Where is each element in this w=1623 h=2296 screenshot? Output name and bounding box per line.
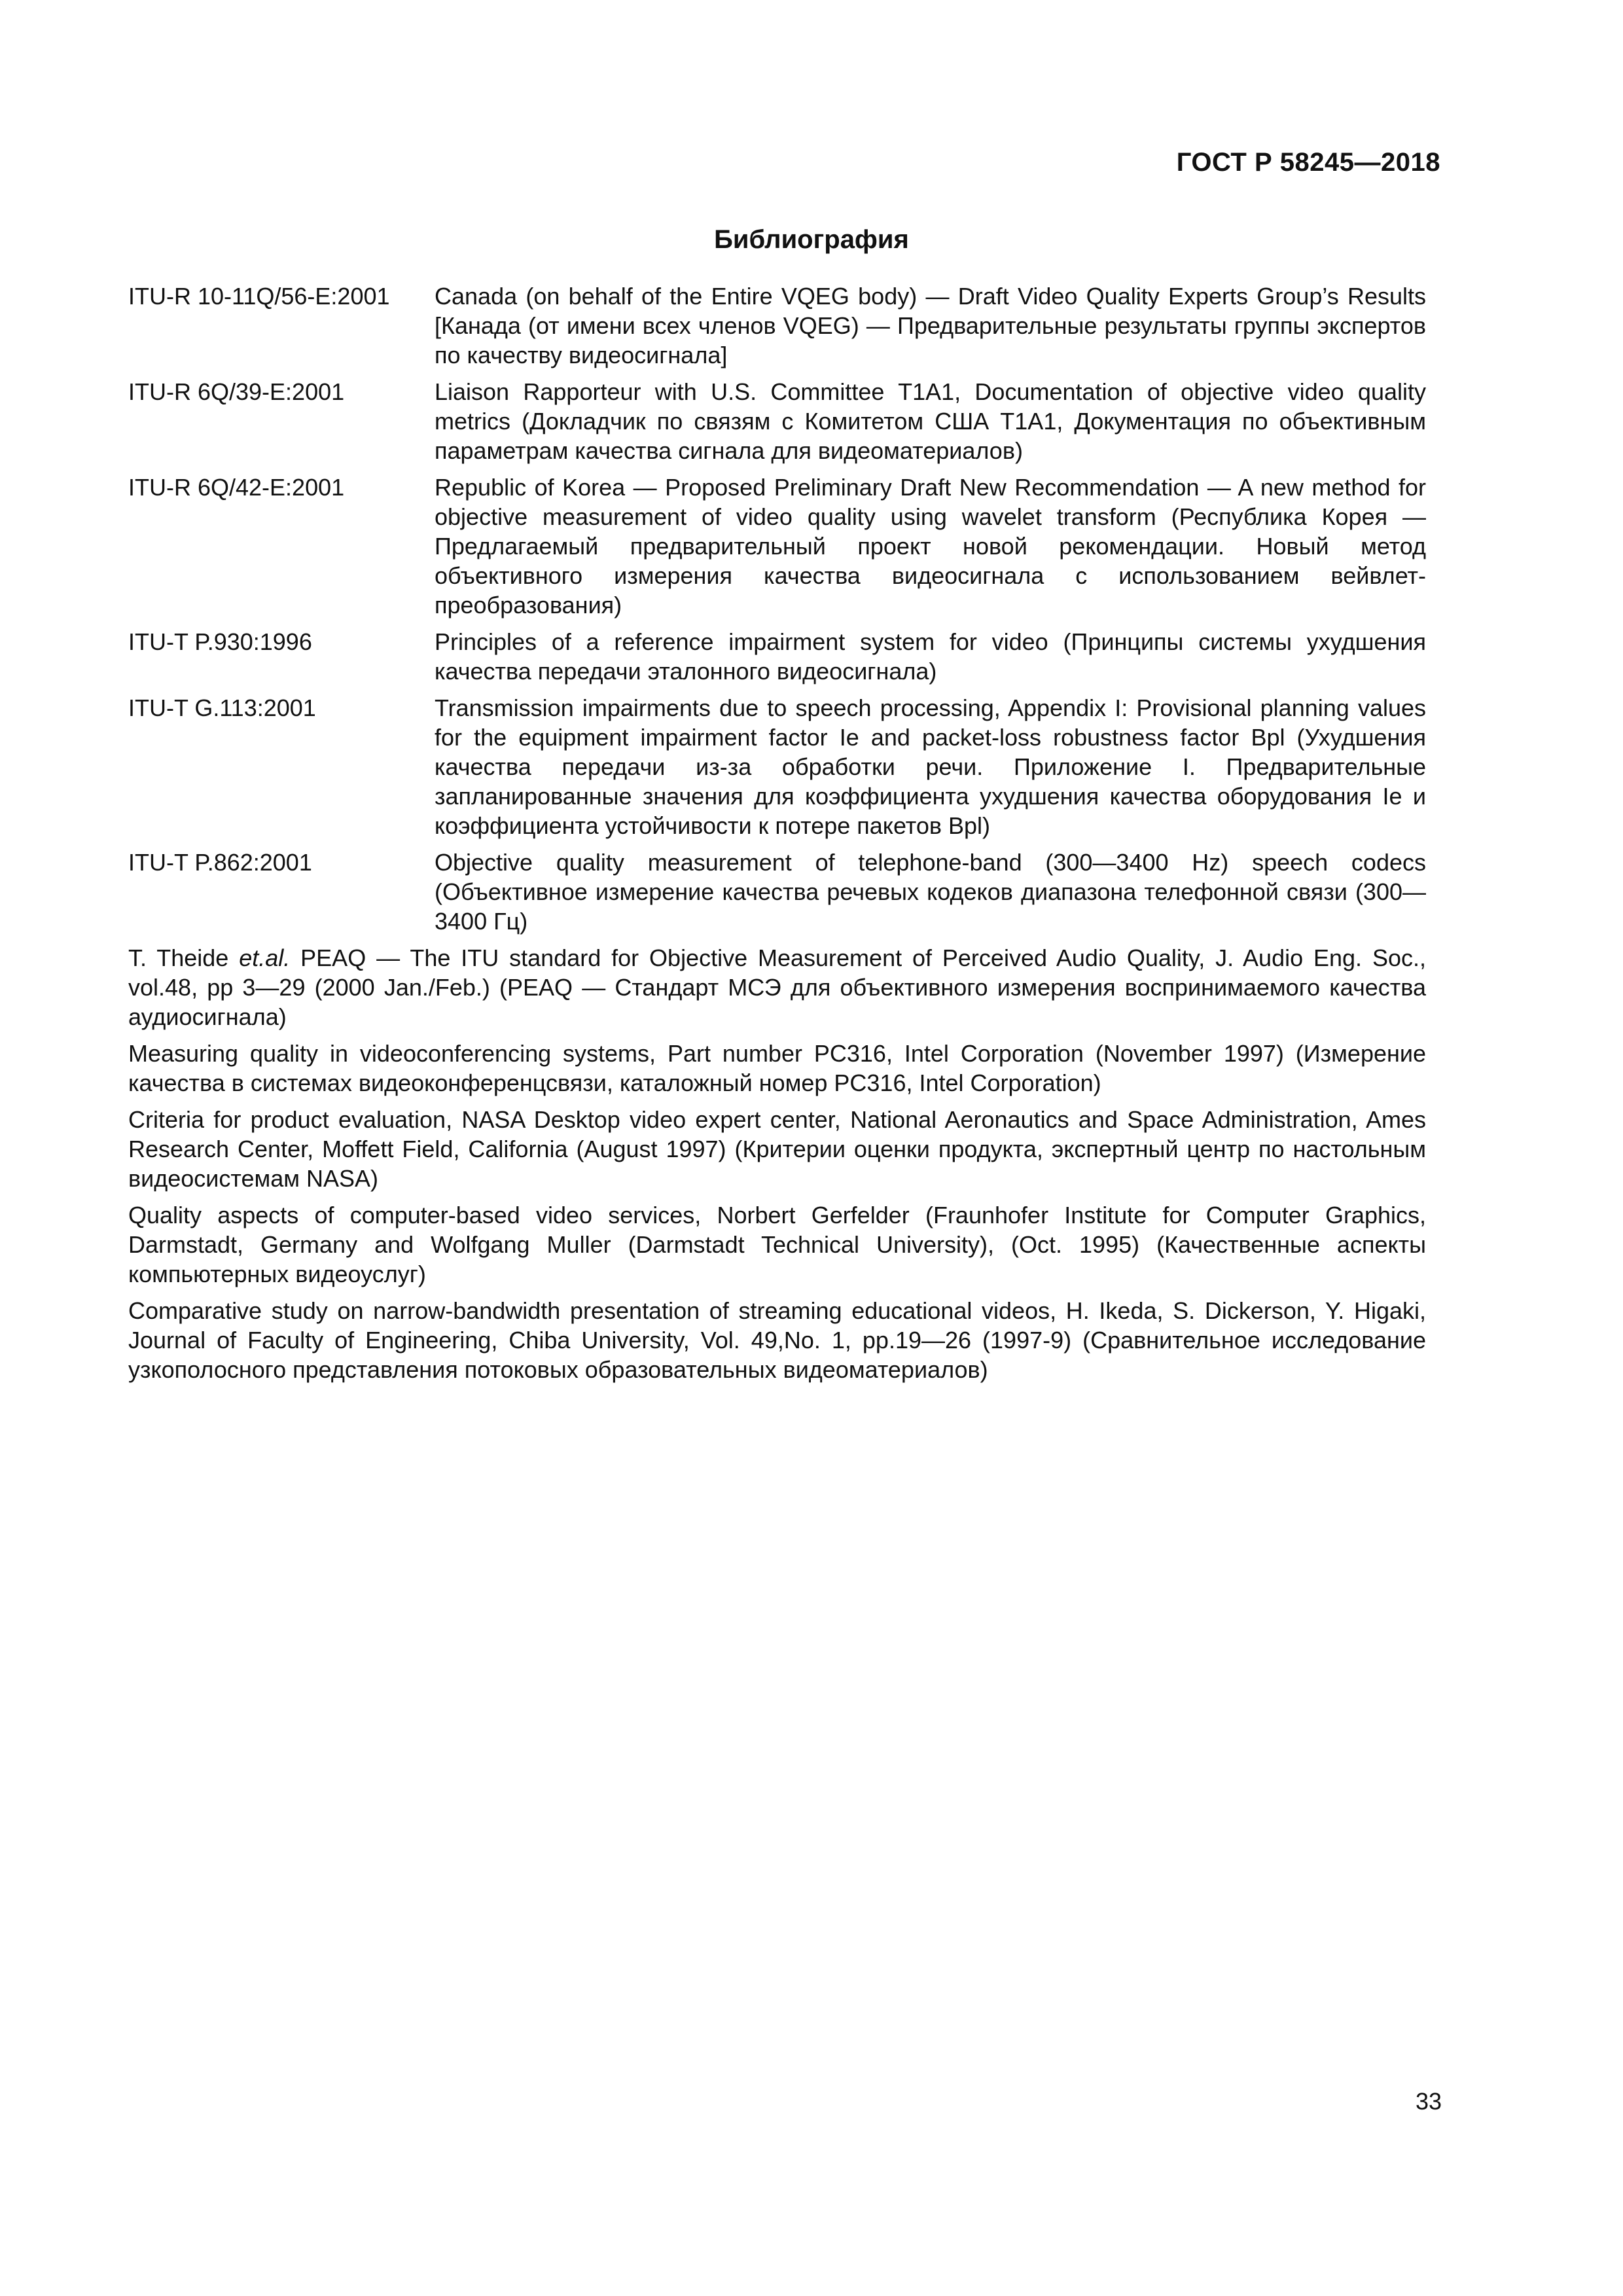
reference-code: ITU-R 6Q/42-E:2001 <box>128 474 345 501</box>
reference-description: Principles of a reference impairment system for video (Принципы системы ухудшения качества передачи эталонного видеосигнала) <box>435 628 1426 685</box>
reference-entry <box>128 377 1426 465</box>
reference-description: Canada (on behalf of the Entire VQEG body) — Draft Video Quality Experts Group’s Results [Канада (от имени всех членов VQEG) — Предварительные результаты группы экспертов по качеству видеосигнала] <box>435 283 1426 368</box>
reference-code: ITU-T P.862:2001 <box>128 849 312 876</box>
reference-code: ITU-R 10-11Q/56-E:2001 <box>128 283 390 310</box>
reference-author: T. Theide <box>128 944 240 971</box>
reference-paragraph: Criteria for product evaluation, NASA Desktop video expert center, National Aeronautics and Space Administration, Ames Research Center, Moffett Field, California (August 1997) (Критерии оценки продукта, экспертный центр по настольным видеосистемам NASA) <box>128 1106 1426 1192</box>
reference-paragraph: Quality aspects of computer-based video services, Norbert Gerfelder (Fraunhofer Institute for Computer Graphics, Darmstadt, Germany and Wolfgang Muller (Darmstadt Technical University), (Oct. 1995) (Качественные аспекты компьютерных видеоуслуг) <box>128 1202 1426 1287</box>
reference-code: ITU-T P.930:1996 <box>128 628 312 655</box>
reference-text: PEAQ — The ITU standard for Objective Measurement of Perceived Audio Quality, J. Audio Eng. Soc., vol.48, pp 3—29 (2000 Jan./Feb.) (PEAQ — Стандарт МСЭ для объективного измерения воспринимаемого качества аудиосигнала) <box>128 944 1426 1030</box>
bibliography-title: Библиография <box>714 225 909 254</box>
page-number: 33 <box>1415 2088 1442 2115</box>
reference-description: Republic of Korea — Proposed Preliminary Draft New Recommendation — A new method for objective measurement of video quality using wavelet transform (Республика Корея — Предлагаемый предварительный проект новой рекомендации. Новый метод объективного измерения качества видеосигнала с использованием вейвлет-преобразования) <box>435 474 1426 619</box>
reference-description: Liaison Rapporteur with U.S. Committee T1A1, Documentation of objective video quality metrics (Докладчик по связям с Комитетом США T1A1, Документация по объективным параметрам качества сигнала для видеоматериалов) <box>435 378 1426 464</box>
reference-paragraph: Comparative study on narrow-bandwidth presentation of streaming educational videos, H. Ikeda, S. Dickerson, Y. Higaki, Journal of Faculty of Engineering, Chiba University, Vol. 49,No. 1, pp.19—26 (1997-9) (Сравнительное исследование узкополосного представления потоковых образовательных видеоматериалов) <box>128 1297 1426 1383</box>
reference-entry <box>128 848 1426 936</box>
bibliography-list <box>128 281 1426 1391</box>
reference-code: ITU-R 6Q/39-E:2001 <box>128 378 345 405</box>
document-standard-number: ГОСТ Р 58245—2018 <box>1176 148 1440 177</box>
reference-entry <box>128 473 1426 620</box>
reference-entry <box>128 627 1426 686</box>
reference-paragraph: Measuring quality in videoconferencing systems, Part number PC316, Intel Corporation (November 1997) (Измерение качества в системах видеоконференцсвязи, каталожный номер PC316, Intel Corporation) <box>128 1040 1426 1096</box>
reference-et-al: et.al. <box>239 944 291 971</box>
reference-code: ITU-T G.113:2001 <box>128 694 316 721</box>
reference-description: Objective quality measurement of telephone-band (300—3400 Hz) speech codecs (Объективное измерение качества речевых кодеков диапазона телефонной связи (300—3400 Гц) <box>435 849 1426 935</box>
reference-paragraph <box>128 943 1426 1031</box>
reference-entry <box>128 281 1426 370</box>
reference-entry <box>128 693 1426 840</box>
reference-description: Transmission impairments due to speech processing, Appendix I: Provisional planning values for the equipment impairment factor Ie and packet-loss robustness factor Bpl (Ухудшения качества передачи из-за обработки речи. Приложение I. Предварительные запланированные значения для коэффициента ухудшения качества оборудования Ie и коэффициента устойчивости к потере пакетов Bpl) <box>435 694 1426 839</box>
